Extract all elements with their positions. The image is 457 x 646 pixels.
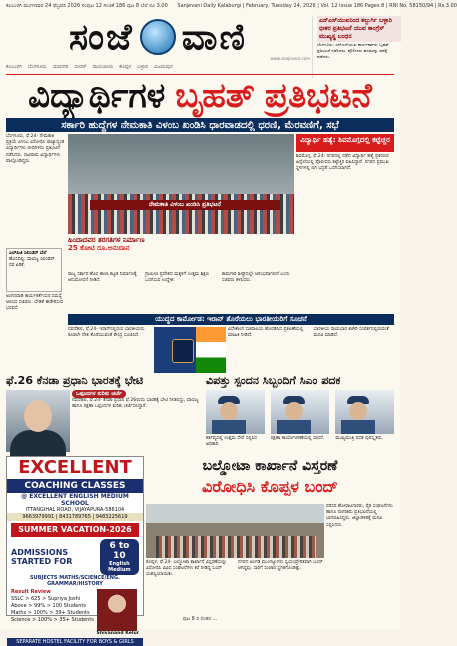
protest-photo [68, 134, 294, 234]
headline-part3: ಪ್ರತಿಭಟನೆ [264, 76, 372, 116]
nav-item[interactable]: ಕಲಬುರಗಿ [6, 64, 22, 70]
coaching-ad [6, 456, 144, 645]
ad-hostel: SEPARATE HOSTEL FACILITY FOR BOYS & GIRLS [7, 638, 143, 646]
top-side-headline: ಎನ್‌ಎಸ್‌ಯುಐನಿಂದ ಕಲ್ಬುರ್ಗಿ ಬಳ್ಳಾರಿ ಭೀಕರ ಪ್ರತಿಭಟನೆ ಯುವ ಕಾಂಗ್ರೆಸ್ ಮುಖ್ಯಸ್ಥ ಬಂಧನ [317, 16, 401, 42]
flag-icon [196, 327, 226, 373]
ad-medium: English Medium [108, 561, 131, 573]
nav-item[interactable]: ಬಳ್ಳಾರಿ [137, 64, 148, 70]
award-headline: ವಿಪತ್ತು ಸ್ಪಂದನ ಸಿಬ್ಬಂದಿಗೆ ಸಿಎಂ ಪದಕ [206, 374, 341, 387]
officer-photo [206, 390, 265, 434]
masthead [8, 14, 308, 60]
koppal-side-text: ಪರಿಸರ ಹೋರಾಟಗಾರರು, ರೈತ ಸಂಘಟನೆಗಳು ಹಾಗೂ ನಾಗರಿಕರು ಪ್ರತಿಭಟನೆಯಲ್ಲಿ ಭಾಗವಹಿಸಿದ್ದರು. ಜಿಲ್ಲಾಡಳಿತಕ್ಕೆ ಮನವಿ ಸಲ್ಲಿಸಿದರು. [326, 504, 393, 528]
right-article-body: ಶಿವಮೊಗ್ಗ, ಫೆ.24- ನಗರದಲ್ಲಿ ನಡೆದ ವಿದ್ಯಾರ್ಥಿ ಹತ್ಯೆ ಪ್ರಕರಣದ ಹಿನ್ನೆಲೆಯಲ್ಲಿ ಪೊಲೀಸರು ಕಟ್ಟೆಚ್ಚರ ವಹಿಸಿದ್ದಾರೆ. ನಗರದ ಪ್ರಮುಖ ಸ್ಥಳಗಳಲ್ಲಿ ಬಿಗಿ ಭದ್ರತೆ ಒದಗಿಸಲಾಗಿದೆ. [296, 154, 389, 172]
ad-phones: 9663979991 | 8431789765 | 9483225619 [7, 513, 143, 521]
left-news-body: ಅಂಗನವಾಡಿ ಕಾರ್ಯಕರ್ತೆಯರ ಸಮಸ್ಯೆ ಆಲಿಸಿದ ಸಚಿವರು. ಬೇಡಿಕೆ ಈಡೇರಿಸುವ ಭರವಸೆ. [6, 294, 64, 312]
war-left-text: ನವದೆಹಲಿ, ಫೆ.24- ಇರಾನ್‌ನಲ್ಲಿರುವ ಭಾರತೀಯರು ಕೂಡಲೇ ದೇಶ ತೊರೆಯುವಂತೆ ಕೇಂದ್ರ ಸೂಚಿಸಿದೆ. [68, 327, 145, 339]
koppal-line2: ವಿರೋಧಿಸಿ ಕೊಪ್ಪಳ ಬಂದ್ [202, 477, 338, 496]
top-side-body: ಬೆಂಗಳೂರು: ಎನ್‌ಎಸ್‌ಯುಐ ಕಾರ್ಯಕರ್ತರು ಬೃಹತ್ ಪ್ರತಿಭಟನೆ ನಡೆಸಿದರು. ಪೊಲೀಸರು ಹಲವರನ್ನು ವಶಕ್ಕೆ ಪಡೆದರು. [317, 42, 389, 59]
canada-body: ನವದೆಹಲಿ, ಫೆ.24- ಕೆನಡಾ ಪ್ರಧಾನಿ ಫೆ.26ರಂದು ಭಾರತಕ್ಕೆ ಭೇಟಿ ನೀಡಲಿದ್ದು, ವಾಣಿಜ್ಯ ಹಾಗೂ ರಕ್ಷಣಾ ಒಪ್ಪಂದಗಳ ಕುರಿತು ಚರ್ಚಿಸಲಿದ್ದಾರೆ. [72, 398, 199, 410]
mid-title-b: 25 ಕೋಟಿ ರೂ.ಅನುದಾನ [68, 244, 130, 252]
protest-banner: ನೇಮಕಾತಿ ವಿಳಂಬ ಖಂಡಿಸಿ ಪ್ರತಿಭಟನೆ [90, 200, 280, 210]
portrait-suit [10, 430, 66, 456]
ad-summer: SUMMER VACATION-2026 [11, 523, 139, 537]
mid-article-title [68, 236, 294, 254]
ad-results-list [11, 589, 94, 636]
footer: ಪುಟ 8 ರ ನಂತರ ... [182, 616, 218, 622]
ad-results [11, 589, 139, 636]
ad-school: @ EXCELLENT ENGLISH MEDIUM SCHOOL [21, 493, 129, 507]
masthead-right: ವಾಣಿ [181, 15, 247, 58]
masthead-left: ಸಂಜೆ [68, 15, 134, 58]
koppal-text [146, 560, 324, 614]
nav-item[interactable]: ವಿಜಯಪುರ [153, 64, 173, 70]
koppal-col: ನಗರದ ಅಂಗಡಿ ಮುಂಗಟ್ಟುಗಳು ಸ್ವಯಂಪ್ರೇರಿತವಾಗಿ ಬಂದ್ ಆಗಿದ್ದವು. ಸಾರಿಗೆ ಸಂಚಾರ ಸ್ಥಗಿತಗೊಂಡಿತ್ತು. [238, 560, 323, 572]
war-right-text [228, 327, 394, 373]
boxed-news [6, 248, 62, 292]
nav-item[interactable]: ಯಾದಗಿರಿ [52, 64, 69, 70]
ad-coaching: COACHING CLASSES [7, 479, 143, 493]
nav-item[interactable]: ಕೊಪ್ಪಳ [119, 64, 132, 70]
ad-grades-value: 6 to 10 [109, 541, 130, 561]
dateline-left: ಕಲಬುರಗಿ ಮಂಗಳವಾರ 24 ಫೆಬ್ರವರಿ 2026 ಸಂಪುಟ 12 ಸಂಚಿಕೆ 186 ಪುಟ 8 ಬೆಲೆ ರೂ 3.00 [6, 3, 168, 9]
ad-results-title: Result Review [11, 589, 51, 595]
passport-icon [172, 339, 194, 363]
headline-part1: ವಿದ್ಯಾರ್ಥಿಗಳ [28, 76, 166, 116]
headline-part2: ಬೃಹತ್ [175, 76, 255, 116]
nav-item[interactable]: ಬೀದರ್ [74, 64, 87, 70]
ad-result-row: Maths > 100% > 39+ Students [11, 610, 90, 616]
nav-item[interactable]: ರಾಯಚೂರು [92, 64, 114, 70]
canada-pm-portrait [6, 390, 70, 452]
officer-photo [335, 390, 394, 434]
top-side-story [312, 16, 401, 78]
ad-subjects: SUBJECTS MATHS/SCIENCE/ENG. GRAMMAR/HISTORY [30, 575, 120, 587]
ad-result-row: Above > 99% > 100 Students [11, 603, 86, 609]
ad-result-row: SSLC > 625 > Supriya Joshi [11, 596, 81, 602]
ad-address: ITTANGIHAL ROAD, VIJAYAPURA-586104 [25, 507, 125, 513]
war-col: ಭಾರತೀಯ ರಾಯಭಾರ ಕಚೇರಿ ಸಂಪರ್ಕದಲ್ಲಿರುವಂತೆ ಮನವಿ ಮಾಡಿದೆ. [313, 327, 389, 339]
ad-excellent: EXCELLENT [7, 457, 143, 479]
canada-headline: ಫೆ.26 ಕೆನಡಾ ಪ್ರಧಾನಿ ಭಾರತಕ್ಕೆ ಭೇಟಿ [6, 374, 144, 387]
award-photos [206, 390, 394, 434]
boxed-news-body: ಹೊಸದಿಲ್ಲಿ: ವಾಣಿಜ್ಯ ಸಿಲಿಂಡರ್ ದರ ಏರಿಕೆ. [9, 257, 55, 269]
award-captions [206, 436, 394, 454]
mid-title-a: ಹಿಂದಾದವರ ತರಗತಿಗಳ ನಿರ್ಮಾಣ [68, 236, 145, 244]
portrait-face [24, 400, 52, 432]
ad-admissions: ADMISSIONS STARTED FOR [11, 548, 73, 566]
award-caption: ಕರ್ತವ್ಯದಲ್ಲಿ ಉತ್ತಮ ಸೇವೆ ಸಲ್ಲಿಸಿದ ಅಧಿಕಾರಿ. [206, 436, 258, 448]
right-article-title: ವಿದ್ಯಾರ್ಥಿ ಹತ್ಯೆ: ಶಿವಮೊಗ್ಗದಲ್ಲಿ ಕಟ್ಟೆಚ್ಚರ [296, 134, 394, 152]
award-caption: ರಕ್ಷಣಾ ಕಾರ್ಯಾಚರಣೆಯಲ್ಲಿ ಸಾಧನೆ. [270, 436, 325, 441]
koppal-crowd [156, 536, 316, 558]
koppal-col: ಕೊಪ್ಪಳ, ಫೆ.24- ಬಲ್ಡೋಟಾ ಕಾರ್ಖಾನೆ ವಿಸ್ತರಣೆಯನ್ನು ವಿರೋಧಿಸಿ ವಿವಿಧ ಸಂಘಟನೆಗಳು ಕರೆ ನೀಡಿದ್ದ ಬಂದ್ ಯಶಸ್ವಿಯಾಯಿತು. [146, 560, 227, 578]
main-headline [6, 76, 394, 116]
officer-photo [271, 390, 330, 434]
left-column-text: ಬೆಂಗಳೂರು, ಫೆ.24- ನೇಮಕಾತಿ ಪ್ರಕ್ರಿಯೆ ವಿಳಂಬ ವಿರೋಧಿಸಿ ರಾಜ್ಯಾದ್ಯಂತ ವಿದ್ಯಾರ್ಥಿಗಳು ಬೀದಿಗಿಳಿದು ಪ್ರತಿಭಟನೆ ನಡೆಸಿದರು. ಸಾವಿರಾರು ವಿದ್ಯಾರ್ಥಿಗಳು ಪಾಲ್ಗೊಂಡಿದ್ದರು. [6, 134, 65, 164]
ad-person-name: Shivanand Kelur [96, 631, 139, 636]
ad-grades [100, 539, 139, 575]
mid-col: ರಾಜ್ಯ ಸರ್ಕಾರ ಹೊಸ ಶಾಲಾ ಕಟ್ಟಡ ನಿರ್ಮಾಣಕ್ಕೆ ಅನುಮೋದನೆ ನೀಡಿದೆ. [68, 272, 137, 284]
site-url: www.sanjevani.com [270, 56, 310, 61]
war-col: ವಿದೇಶಾಂಗ ಸಚಿವಾಲಯ ಹೊರಡಿಸಿದ ಪ್ರಕಟಣೆಯಲ್ಲಿ ಮಾಹಿತಿ ನೀಡಿದೆ. [228, 327, 304, 339]
award-caption: ಮುಖ್ಯಮಂತ್ರಿ ಪದಕ ಪುರಸ್ಕೃತರು. [335, 436, 384, 441]
subheadline: ಸರ್ಕಾರಿ ಹುದ್ದೆಗಳ ನೇಮಕಾತಿ ವಿಳಂಬ ಖಂಡಿಸಿ ಧಾರವಾಡದಲ್ಲಿ ಧರಣಿ, ಮೆರವಣಿಗೆ, ಸಭೆ [6, 118, 394, 132]
mid-article [68, 256, 294, 312]
mid-col: ಗ್ರಾಮೀಣ ಪ್ರದೇಶದ ಮಕ್ಕಳಿಗೆ ಉತ್ತಮ ಶಿಕ್ಷಣ ಒದಗಿಸುವ ಉದ್ದೇಶ. [145, 272, 209, 284]
dateline-right: Sanjevani Daily Kalaburgi | February, Tuesday 24, 2026 | Vol. 12 Issue 186 Pages 8 | RNI No. 58150/94 | Rs.3.00 [177, 3, 457, 9]
flag-passport-photo [154, 327, 226, 373]
section-nav [6, 62, 306, 72]
boxed-news-title: ಎಲ್‌ಪಿಜಿ ಸಿಲಿಂಡರ್ ಬೆಲೆ [9, 251, 47, 256]
koppal-headline [146, 456, 394, 502]
dateline [6, 3, 457, 13]
ad-admission [11, 539, 139, 575]
divider [6, 74, 394, 75]
mid-col: ಕಾಮಗಾರಿ ಶೀಘ್ರದಲ್ಲೇ ಆರಂಭವಾಗಲಿದೆ ಎಂದು ಸಚಿವರು ತಿಳಿಸಿದರು. [222, 272, 290, 284]
war-headline: ಯುದ್ಧದ ಕಾರ್ಮೋಡ: ಇರಾನ್ ತೊರೆಯಲು ಭಾರತೀಯರಿಗೆ ಸೂಚನೆ [68, 314, 394, 325]
nav-item[interactable]: ಬೆಂಗಳೂರು [27, 64, 47, 70]
canada-pill: ಒಪ್ಪಂದಗಳ ಕುರಿತು ಚರ್ಚೆ [72, 390, 126, 398]
globe-icon [140, 19, 176, 55]
koppal-photo [146, 504, 324, 558]
koppal-line1: ಬಲ್ಡೋಟಾ ಕಾರ್ಖಾನೆ ವಿಸ್ತರಣೆ [202, 458, 338, 474]
mid-columns [68, 272, 294, 284]
canada-article [72, 390, 202, 452]
ad-result-row: Science > 100% > 35+ Students [11, 617, 94, 623]
